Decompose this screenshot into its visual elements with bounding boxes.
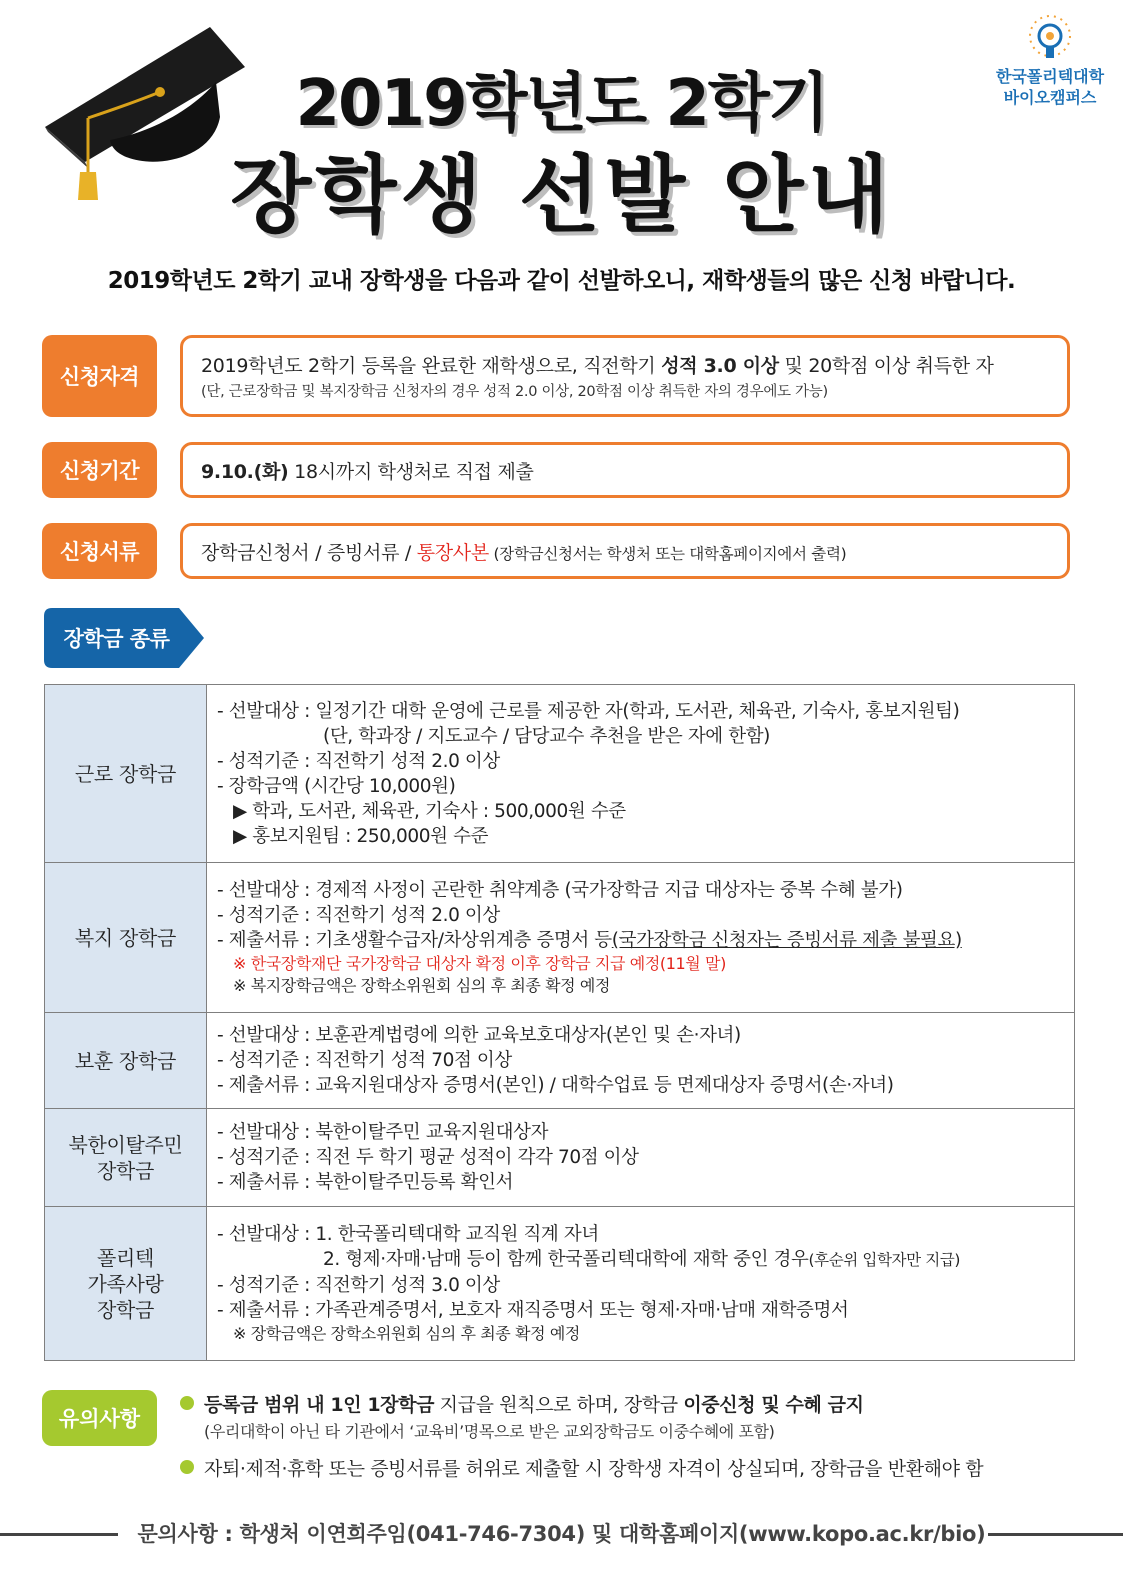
period-date: 9.10.(화) [201, 460, 289, 483]
caution-item [180, 1454, 1080, 1481]
desc-line: (단, 학과장 / 지도교수 / 담당교수 추천을 받은 자에 한함) [323, 725, 771, 747]
desc-line-underlined: (국가장학금 신청자는 증빙서류 제출 불필요) [611, 930, 962, 951]
bullet-dot-icon [180, 1460, 194, 1474]
desc-line-part: - 제출서류 : 기초생활수급자/차상위계층 증명서 등 [217, 930, 612, 951]
desc-line: ▶ 홍보지원팀 : 250,000원 수준 [233, 825, 489, 847]
scholarship-table [44, 684, 1075, 1361]
scholarship-kinds-tag [44, 608, 204, 668]
row-desc-welfare [207, 863, 1075, 1013]
desc-line: - 성적기준 : 직전 두 학기 평균 성적이 각각 70점 이상 [217, 1147, 639, 1168]
desc-line: - 장학금액 (시간당 10,000원) [217, 775, 456, 797]
bullet-dot-icon [180, 1396, 194, 1410]
qualification-post: 및 20학점 이상 취득한 자 [778, 355, 994, 377]
qualification-bold: 성적 3.0 이상 [661, 355, 779, 377]
desc-note: ※ 복지장학금액은 장학소위원회 심의 후 최종 확정 예정 [233, 976, 611, 995]
documents-bankbook: 통장사본 [416, 541, 489, 564]
caution-bold: 등록금 범위 내 1인 1장학금 [204, 1394, 435, 1416]
desc-line-part: 2. 형제·자매·남매 등이 함께 한국폴리텍대학에 재학 중인 경우 [323, 1249, 809, 1270]
logo-line2: 바이오캠퍼스 [1003, 88, 1097, 107]
desc-line: - 선발대상 : 1. 한국폴리텍대학 교직원 직계 자녀 [217, 1224, 599, 1245]
desc-line [217, 928, 1064, 953]
caution-item [180, 1390, 1080, 1417]
desc-line: - 선발대상 : 일정기간 대학 운영에 근로를 제공한 자(학과, 도서관, 체육관, 기숙사, 홍보지원팀) [217, 700, 960, 722]
row-name-veterans: 보훈 장학금 [45, 1013, 207, 1109]
title-line2: 장학생 선발 안내 [230, 146, 893, 244]
documents-box [180, 523, 1070, 579]
qualification-sub: (단, 근로장학금 및 복지장학금 신청자의 경우 성적 2.0 이상, 20학점 이상 취득한 자의 경우에도 가능) [201, 384, 828, 400]
desc-line: - 선발대상 : 경제적 사정이 곤란한 취약계층 (국가장학금 지급 대상자는 중복 수혜 불가) [217, 880, 903, 901]
caution-bold: 이중신청 및 수혜 금지 [683, 1394, 864, 1416]
desc-line: - 선발대상 : 북한이탈주민 교육지원대상자 [217, 1122, 549, 1143]
caution-mid: 지급을 원칙으로 하며, 장학금 [434, 1394, 684, 1416]
desc-line: - 성적기준 : 직전학기 성적 2.0 이상 [217, 750, 500, 772]
documents-note: (장학금신청서는 학생처 또는 대학홈페이지에서 출력) [488, 544, 847, 563]
desc-line [217, 1247, 1064, 1273]
caution-list [180, 1390, 1080, 1481]
table-row [45, 1109, 1075, 1207]
row-name-defector [45, 1109, 207, 1207]
table-row [45, 685, 1075, 863]
footer [0, 1518, 1123, 1550]
documents-tag: 신청서류 [42, 523, 157, 579]
title-line1: 2019학년도 2학기 [295, 67, 828, 141]
documents-pre: 장학금신청서 / 증빙서류 / [201, 541, 417, 564]
qualification-box [180, 335, 1070, 417]
row-name-line: 장학금 [96, 1297, 155, 1322]
scholarship-kinds-label: 장학금 종류 [63, 627, 170, 651]
table-row [45, 1013, 1075, 1109]
intro-text: 2019학년도 2학기 교내 장학생을 다음과 같이 선발하오니, 재학생들의 많은 신청 바랍니다. [107, 268, 1016, 294]
period-line [201, 457, 1049, 484]
period-rest: 18시까지 학생처로 직접 제출 [288, 460, 534, 483]
logo-line1: 한국폴리텍대학 [995, 67, 1105, 86]
desc-line: - 선발대상 : 보훈관계법령에 의한 교육보호대상자(본인 및 손·자녀) [217, 1025, 741, 1046]
row-name-work: 근로 장학금 [45, 685, 207, 863]
row-desc-family [207, 1207, 1075, 1361]
row-name-welfare: 복지 장학금 [45, 863, 207, 1013]
row-desc-defector [207, 1109, 1075, 1207]
desc-line-small: (후순위 입학자만 지급) [808, 1251, 960, 1269]
row-desc-veterans [207, 1013, 1075, 1109]
desc-line: - 성적기준 : 직전학기 성적 2.0 이상 [217, 905, 500, 926]
row-name-line: 장학금 [96, 1158, 155, 1183]
documents-line [201, 538, 1049, 565]
period-tag: 신청기간 [42, 442, 157, 498]
caution-item-text [204, 1390, 864, 1417]
caution-item-text: 자퇴·제적·휴학 또는 증빙서류를 허위로 제출할 시 장학생 자격이 상실되며, 장학금을 반환해야 함 [204, 1458, 984, 1480]
caution-tag: 유의사항 [42, 1390, 157, 1446]
caution-item-sub: (우리대학이 아닌 타 기관에서 ‘교육비’명목으로 받은 교외장학금도 이중수혜에 포함) [204, 1422, 775, 1441]
desc-note: ※ 장학금액은 장학소위원회 심의 후 최종 확정 예정 [233, 1324, 580, 1343]
row-name-line: 폴리텍 [96, 1245, 155, 1270]
desc-line: - 성적기준 : 직전학기 성적 70점 이상 [217, 1050, 512, 1071]
desc-line: - 제출서류 : 가족관계증명서, 보호자 재직증명서 또는 형제·자매·남매 재학증명서 [217, 1300, 849, 1321]
qualification-tag: 신청자격 [42, 335, 157, 417]
footer-contact: 문의사항 : 학생처 이연희주임(041-746-7304) 및 대학홈페이지(www.kopo.ac.kr/bio) [137, 1522, 986, 1546]
desc-note-red: ※ 한국장학재단 국가장학금 대상자 확정 이후 장학금 지급 예정(11월 말) [233, 954, 726, 973]
row-name-family [45, 1207, 207, 1361]
qualification-pre: 2019학년도 2학기 등록을 완료한 재학생으로, 직전학기 [201, 355, 662, 377]
desc-line: ▶ 학과, 도서관, 체육관, 기숙사 : 500,000원 수준 [233, 800, 626, 822]
qualification-line [201, 351, 1049, 378]
desc-line: - 성적기준 : 직전학기 성적 3.0 이상 [217, 1275, 500, 1296]
row-name-line: 가족사랑 [87, 1271, 164, 1296]
table-row [45, 1207, 1075, 1361]
table-row [45, 863, 1075, 1013]
row-name-line: 북한이탈주민 [68, 1132, 183, 1157]
desc-line: - 제출서류 : 북한이탈주민등록 확인서 [217, 1172, 514, 1193]
row-desc-work [207, 685, 1075, 863]
desc-line: - 제출서류 : 교육지원대상자 증명서(본인) / 대학수업료 등 면제대상자 증명서(손·자녀) [217, 1075, 894, 1096]
period-box [180, 442, 1070, 498]
